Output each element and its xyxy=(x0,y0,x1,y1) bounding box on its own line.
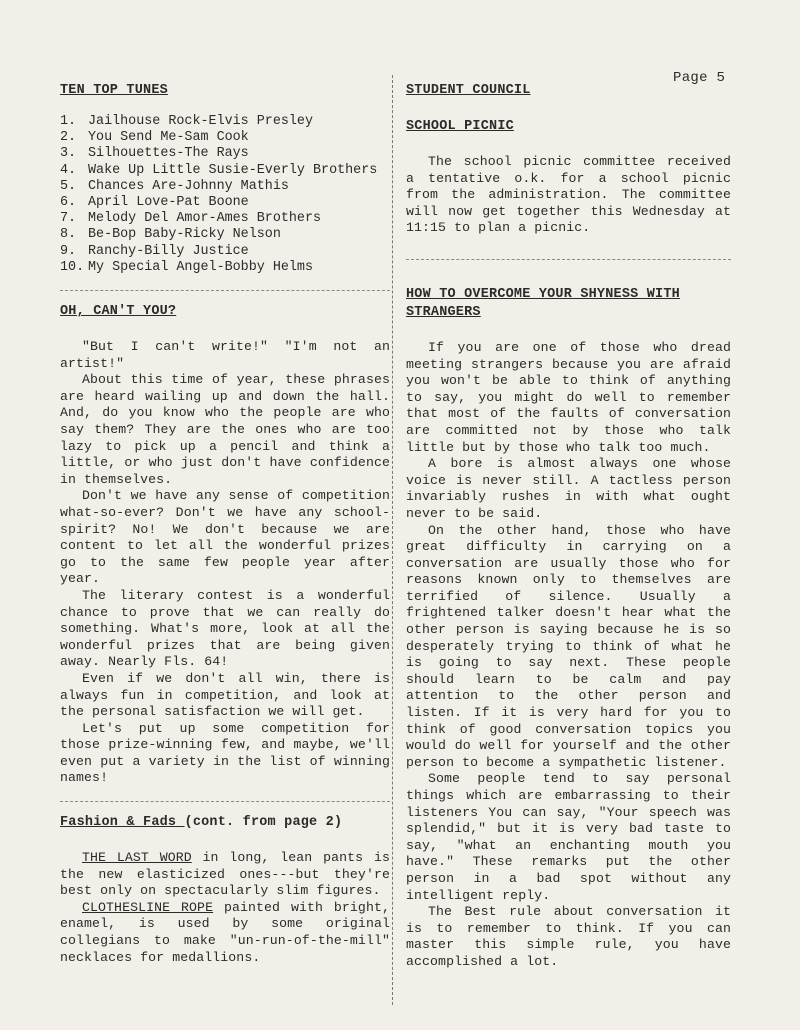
paragraph: CLOTHESLINE ROPE painted with bright, enamel, is used by some original collegians to make "un-run-of-the-mill" necklaces for medallions. xyxy=(60,899,390,965)
ten-top-tunes-section xyxy=(60,82,390,276)
paragraph: If you are one of those who dread meeting strangers because you are afraid you won't be able to think of anything to say, you might do well to remember that most of the faults of conversation are committed not by those who talk little but by those who talk too much. xyxy=(406,339,731,455)
paragraph: A bore is almost always one whose voice is never still. A tactless person invariably rushes in with what ought never to be said. xyxy=(406,456,731,521)
shyness-heading: HOW TO OVERCOME YOUR SHYNESS WITH STRANGERS xyxy=(406,286,680,320)
list-item: 9. Ranchy-Billy Justice xyxy=(60,243,249,259)
list-item: 8. Be-Bop Baby-Ricky Nelson xyxy=(60,227,281,243)
school-picnic-heading: SCHOOL PICNIC xyxy=(406,119,514,134)
fashion-fads-section xyxy=(60,814,390,966)
paragraph: Even if we don't all win, there is always fun in competition, and look at the personal satisfaction we will get. xyxy=(60,670,390,720)
page-number: Page 5 xyxy=(673,70,726,86)
list-item: 2. You Send Me-Sam Cook xyxy=(60,130,249,146)
list-item: 7. Melody Del Amor-Ames Brothers xyxy=(60,211,322,227)
oh-cant-you-section xyxy=(60,303,390,787)
column-divider xyxy=(392,75,393,1005)
list-item: 1. Jailhouse Rock-Elvis Presley xyxy=(60,114,313,129)
paragraph: The Best rule about conversation it is to remember to think. If you can master this simple rule, you have accomplished a lot. xyxy=(406,904,731,969)
left-column xyxy=(60,82,390,966)
heading-suffix: (cont. from page 2) xyxy=(184,815,343,831)
paragraph: Don't we have any sense of competition what-so-ever? Don't we have any school-spirit? No! We don't because we are content to let all the wonderful prizes go to the same few people year after year. xyxy=(60,488,390,587)
section-divider xyxy=(406,259,731,260)
right-column xyxy=(406,82,731,971)
shyness-section xyxy=(406,286,731,971)
paragraph: Some people tend to say personal things which are embarrassing to their listeners You can say, "Your speech was splendid," but it is very bad taste to say, "what an enchanting mouth you have." These remarks put the other person in a bad spot without any intelligent reply. xyxy=(406,771,731,903)
paragraph: The school picnic committee received a tentative o.k. for a school picnic from the administration. The committee will now get together this Wednesday at 11:15 to plan a picnic. xyxy=(406,154,731,236)
paragraph: On the other hand, those who have great difficulty in carrying on a conversation are usually those who for reasons known only to themselves are terrified of silence. Usually a frightened talker doesn't hear what the other person is saying because he is so desperately trying to think of what he is going to say next. These people should learn to be calm and pay attention to the other person and listen. If it is very hard for you to think of good conversation topics you would do well for yourself and the other person to become a sympathetic listener. xyxy=(406,522,731,770)
tunes-list xyxy=(60,114,390,276)
ten-top-tunes-heading: TEN TOP TUNES xyxy=(60,83,168,98)
fashion-fads-heading: Fashion & Fads (cont. from page 2) xyxy=(60,815,343,831)
oh-cant-you-heading: OH, CAN'T YOU? xyxy=(60,304,177,320)
list-item: 10. My Special Angel-Bobby Helms xyxy=(60,259,313,275)
paragraph: THE LAST WORD in long, lean pants is the new elasticized ones---but they're best only on spectacularly slim figures. xyxy=(60,850,390,899)
list-item: 4. Wake Up Little Susie-Everly Brothers xyxy=(60,162,378,178)
section-divider xyxy=(60,801,390,802)
school-picnic-section xyxy=(406,118,731,237)
list-item: 5. Chances Are-Johnny Mathis xyxy=(60,178,289,194)
student-council-heading: STUDENT COUNCIL xyxy=(406,83,531,98)
list-item: 6. April Love-Pat Boone xyxy=(60,195,249,211)
list-item: 3. Silhouettes-The Rays xyxy=(60,146,249,162)
section-divider xyxy=(60,290,390,291)
paragraph: The literary contest is a wonderful chance to prove that we can really do something. What's more, look at all the wonderful prizes that are being given away. Nearly Fls. 64! xyxy=(60,587,390,670)
paragraph: About this time of year, these phrases are heard wailing up and down the hall. And, do you know who the people are who say them? They are the ones who are too lazy to pick up a pencil and think a little, or who just don't have confidence in themselves. xyxy=(60,372,390,487)
paragraph: Let's put up some competition for those prize-winning few, and maybe, we'll even put a variety in the list of winning names! xyxy=(60,720,390,786)
paragraph: "But I can't write!" "I'm not an artist!" xyxy=(60,339,390,371)
